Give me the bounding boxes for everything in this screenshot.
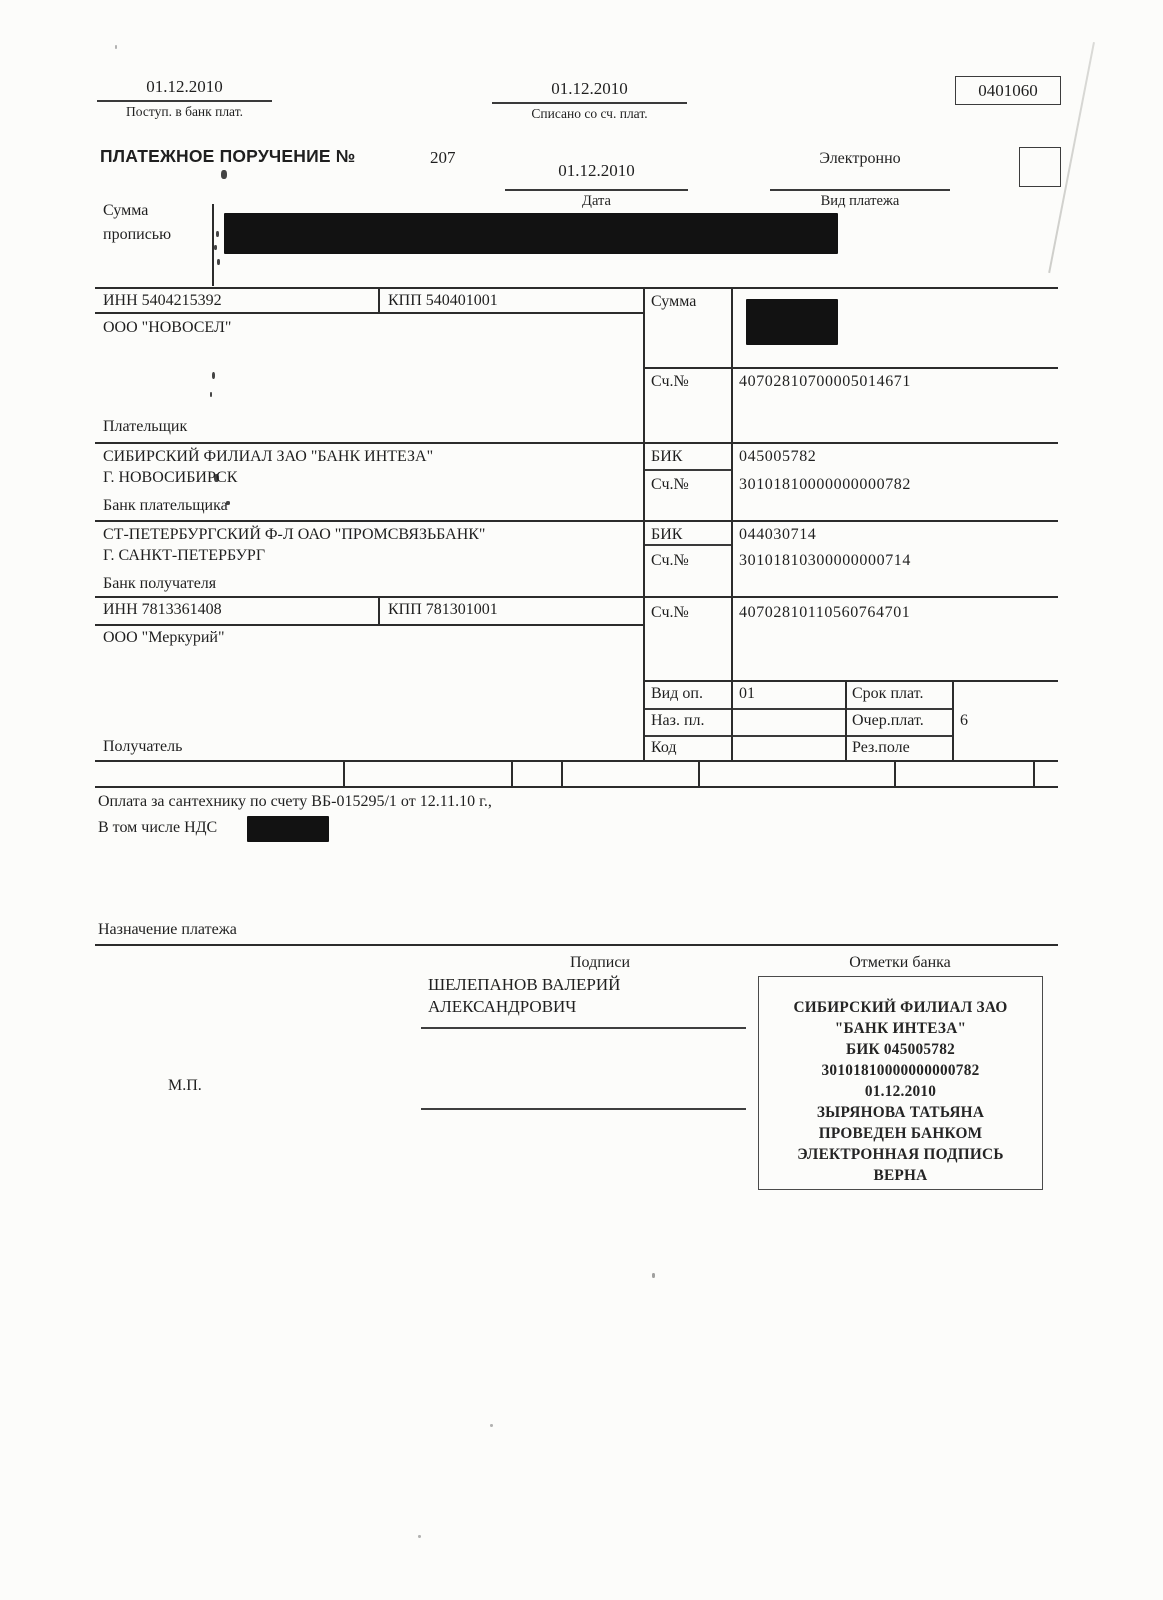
payer-bank-account: 30101810000000000782 <box>739 476 911 493</box>
scan-speck <box>212 372 215 379</box>
stamp-line: ВЕРНА <box>873 1167 928 1184</box>
debited-underline <box>492 102 687 104</box>
payee-bank-section-label: Банк получателя <box>103 575 217 592</box>
scan-speck <box>221 170 227 179</box>
vid-op-value: 01 <box>739 685 755 702</box>
grid-line <box>643 287 645 762</box>
vid-op-label: Вид оп. <box>651 685 703 702</box>
purpose-bottom-line <box>95 944 1058 946</box>
scan-speck <box>115 45 117 49</box>
payee-bank-account: 30101810300000000714 <box>739 552 911 569</box>
payee-inn: ИНН 7813361408 <box>103 601 222 618</box>
grid-line <box>643 735 952 737</box>
grid-line <box>95 442 1058 444</box>
stamp-line: ПРОВЕДЕН БАНКОМ <box>818 1125 983 1142</box>
kod-label: Код <box>651 739 677 756</box>
received-date: 01.12.2010 <box>146 77 223 96</box>
grid-line <box>95 596 1058 598</box>
document-number: 207 <box>430 148 456 167</box>
grid-line <box>343 760 345 786</box>
amount-words-label-1: Сумма <box>103 202 149 219</box>
payer-bank-section-label: Банк плательщика <box>103 497 228 514</box>
payer-name: ООО "НОВОСЕЛ" <box>103 319 232 336</box>
grid-line <box>894 760 896 786</box>
date-underline <box>505 189 688 191</box>
debited-date: 01.12.2010 <box>551 79 628 98</box>
payee-bank-name-2: Г. САНКТ-ПЕТЕРБУРГ <box>103 547 266 564</box>
document-title: ПЛАТЕЖНОЕ ПОРУЧЕНИЕ № <box>100 146 356 166</box>
payment-kind-value: Электронно <box>819 150 901 167</box>
grid-line <box>511 760 513 786</box>
payer-bank-bik-label: БИК <box>651 448 683 465</box>
ocher-plat-label: Очер.плат. <box>852 712 924 729</box>
payer-account: 40702810700005014671 <box>739 373 911 390</box>
signature-line-2 <box>421 1108 746 1110</box>
grid-line <box>845 680 847 762</box>
payee-section-label: Получатель <box>103 738 183 755</box>
payee-bank-bik-label: БИК <box>651 526 683 543</box>
scan-speck <box>418 1535 421 1538</box>
amount-words-divider <box>212 204 214 286</box>
grid-line <box>95 520 1058 522</box>
payer-kpp: КПП 540401001 <box>388 292 498 309</box>
received-underline <box>97 100 272 102</box>
payee-bank-name-1: СТ-ПЕТЕРБУРГСКИЙ Ф-Л ОАО "ПРОМСВЯЗЬБАНК" <box>103 526 486 543</box>
grid-line <box>643 708 952 710</box>
naz-pl-label: Наз. пл. <box>651 712 705 729</box>
document-date: 01.12.2010 <box>558 161 635 180</box>
payer-bank-name-1: СИБИРСКИЙ ФИЛИАЛ ЗАО "БАНК ИНТЕЗА" <box>103 448 434 465</box>
scan-speck <box>490 1424 493 1427</box>
grid-line <box>95 312 643 314</box>
stamp-line: 01.12.2010 <box>864 1083 937 1100</box>
form-code-box: 0401060 <box>955 76 1061 105</box>
payee-bank-account-label: Сч.№ <box>651 552 689 569</box>
payer-section-label: Плательщик <box>103 418 188 435</box>
priority-box <box>1019 147 1061 187</box>
ocher-plat-value: 6 <box>960 712 968 729</box>
grid-line <box>731 287 733 762</box>
scan-speck <box>217 259 220 265</box>
date-label: Дата <box>582 193 611 209</box>
vat-redaction <box>247 816 329 842</box>
grid-line <box>378 287 380 314</box>
stamp-line: 30101810000000000782 <box>821 1062 980 1079</box>
debited-label: Списано со сч. плат. <box>531 106 648 121</box>
signer-name-1: ШЕЛЕПАНОВ ВАЛЕРИЙ <box>428 975 621 994</box>
sum-label: Сумма <box>651 293 697 310</box>
amount-words-redaction <box>224 213 838 254</box>
payer-account-label: Сч.№ <box>651 373 689 390</box>
grid-line <box>561 760 563 786</box>
stamp-line: ЗЫРЯНОВА ТАТЬЯНА <box>816 1104 985 1121</box>
amount-words-label-2: прописью <box>103 226 172 243</box>
grid-line <box>698 760 700 786</box>
rez-pole-label: Рез.поле <box>852 739 910 756</box>
grid-line <box>95 760 1058 762</box>
scan-speck <box>214 245 217 250</box>
scan-speck <box>216 231 219 237</box>
purpose-section-label: Назначение платежа <box>98 921 237 938</box>
bank-marks-label: Отметки банка <box>849 954 951 971</box>
stamp-line: СИБИРСКИЙ ФИЛИАЛ ЗАО <box>793 999 1008 1016</box>
stamp-line: ЭЛЕКТРОННАЯ ПОДПИСЬ <box>797 1146 1004 1163</box>
grid-line <box>1033 760 1035 786</box>
payment-kind-underline <box>770 189 950 191</box>
grid-line <box>643 367 1058 369</box>
signer-name-2: АЛЕКСАНДРОВИЧ <box>428 997 577 1016</box>
scan-speck <box>652 1273 655 1278</box>
signatures-label: Подписи <box>569 954 631 971</box>
payee-name: ООО "Меркурий" <box>103 629 225 646</box>
grid-line <box>643 680 1058 682</box>
sum-redaction <box>746 299 838 345</box>
scan-speck <box>210 392 212 397</box>
stamp-line: "БАНК ИНТЕЗА" <box>834 1020 967 1037</box>
srok-plat-label: Срок плат. <box>852 685 924 702</box>
payee-kpp: КПП 781301001 <box>388 601 498 618</box>
purpose-line-2: В том числе НДС <box>98 819 218 836</box>
payment-kind-label: Вид платежа <box>820 193 900 209</box>
payer-bank-name-2: Г. НОВОСИБИРСК <box>103 469 238 486</box>
payee-bank-bik: 044030714 <box>739 526 817 543</box>
grid-line <box>378 596 380 626</box>
payee-account-label: Сч.№ <box>651 604 689 621</box>
grid-line <box>95 786 1058 788</box>
grid-line <box>643 469 733 471</box>
payer-bank-account-label: Сч.№ <box>651 476 689 493</box>
grid-line <box>952 680 954 762</box>
payer-inn: ИНН 5404215392 <box>103 292 222 309</box>
grid-line <box>95 624 643 626</box>
stamp-line: БИК 045005782 <box>845 1041 955 1058</box>
stamp-place-label: М.П. <box>168 1077 202 1094</box>
payee-account: 40702810110560764701 <box>739 604 911 621</box>
signature-line-1 <box>421 1027 746 1029</box>
purpose-line-1: Оплата за сантехнику по счету ВБ-015295/1 от 12.11.10 г., <box>98 793 492 810</box>
grid-line <box>95 287 1058 289</box>
received-label: Поступ. в банк плат. <box>126 104 243 119</box>
bank-stamp <box>758 976 1043 1190</box>
payer-bank-bik: 045005782 <box>739 448 817 465</box>
